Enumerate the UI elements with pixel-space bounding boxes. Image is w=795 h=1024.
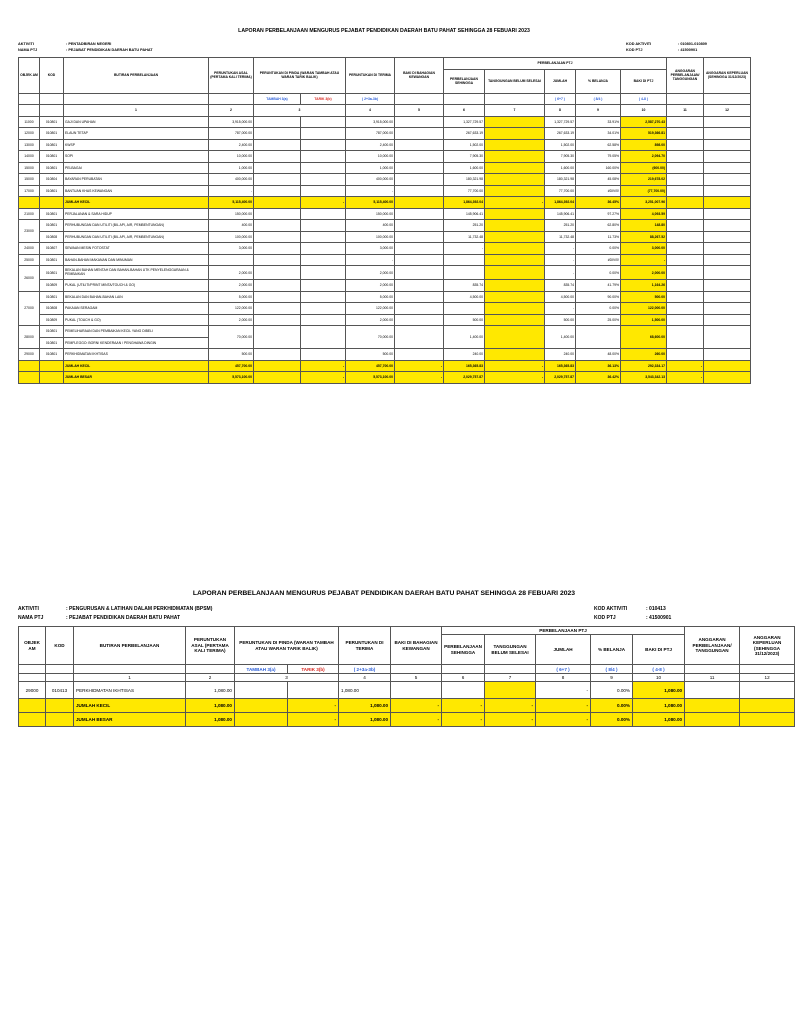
formula-terima: ( 2+3a-3b) (346, 93, 395, 105)
column-number-row: 1 2 3 4 5 6 7 8 9 10 11 12 (19, 674, 795, 682)
aktiviti-value: : PENGURUSAN & LATIHAN DALAM PERKHIDMATAN (BPSM) (66, 606, 213, 612)
table-row: 28000 010801 PEMELIHARAAN DAN PEMBAIKAN KECIL YANG DIBELI 70,000.00 70,000.00 1,400.00 1,400.00 68,600.00 (19, 326, 751, 338)
header-kod: KOD (46, 627, 74, 665)
table-row: 15000 010801 PELBAGAI 1,000.00 1,000.00 1,600.00 1,600.00 160.00% (600.00) (19, 162, 751, 174)
formula-jumlah: ( 6+7 ) (536, 665, 591, 674)
aktiviti-value: : PENTADBIRAN NEGERI (66, 42, 112, 46)
table-row: 23000 010801 PERHUBUNGAN DAN UTILITI (BIL API, AIR, PEMBENTUNGAN) 400.00 400.00 251.20 251.20 62.80% 148.80 (19, 220, 751, 232)
header-anggaran-kep: ANGGARAN KEPERLUAN (SEHINGGA 31/12/2023) (704, 58, 751, 94)
subtotal-row: JUMLAH KECIL 457,700.00 - 457,700.00 - 165,365.83 - 165,365.83 36.13% 292,334.17 - (19, 360, 751, 372)
table-row: 010808 PERHUBUNGAN DAN UTILITI (BIL API, AIR, PEMBENTUNGAN) 100,000.00 100,000.00 11,732.48 11,732.48 11.73% 88,267.52 (19, 231, 751, 243)
header-tarik: TARIK 3(b) (288, 665, 339, 674)
subtotal-row: JUMLAH KECIL 5,115,400.00 - 5,115,400.00 1,864,392.04 - 1,864,392.04 36.45% 3,251,007.96 (19, 197, 751, 209)
table-row: 010808 PAKAIAN SERAGAM 122,000.00 122,000.00 - 0.00% 122,000.00 (19, 303, 751, 315)
subtotal-row: JUMLAH KECIL 1,080.00 - 1,080.00 - - - - 0.00% 1,080.00 (19, 699, 795, 713)
ptj-label: NAMA PTJ (18, 615, 44, 621)
table-row: 010809 PUKAL (TOUCH & GO) 2,000.00 2,000.00 500.00 500.00 25.00% 1,500.00 (19, 314, 751, 326)
table-row: 29000 010801 PERKHIDMATAN IKHTISAS 500.00 500.00 240.00 240.00 48.00% 260.00 (19, 349, 751, 361)
header-diterima: PERUNTUKAN DI TERIMA (346, 58, 395, 94)
report-activity-010413 (18, 590, 782, 727)
table-row: 15000 010804 BAYARAN PERUBATAN 400,000.00 400,000.00 180,321.98 180,321.98 45.08% 219,678.02 (19, 174, 751, 186)
header-anggaran-perb: ANGGARAN PERBELANJAAN/ TANGGUNGAN (667, 58, 704, 94)
table-row: 24000 010807 SEWAAN MESIN FOTOSTAT 3,000.00 3,000.00 - - 0.00% 3,000.00 (19, 243, 751, 255)
header-tanggungan: TANGGUNGAN BELUM SELESAI (485, 635, 536, 665)
header-jumlah: JUMLAH (545, 69, 576, 93)
header-pinda: PERUNTUKAN DI PINDA (WARAN TAMBAH ATAU WARAN TARIK BALIK) (254, 58, 346, 94)
kod-ptj-value: : 41500901 (646, 615, 672, 621)
report-title: LAPORAN PERBELANJAAN MENGURUS PEJABAT PENDIDIKAN DAERAH BATU PAHAT SEHINGGA 28 FEBUARI 2023 (238, 28, 530, 34)
kod-ptj-label: KOD PTJ (594, 615, 616, 621)
kod-aktiviti-value: : 010801-010809 (678, 42, 707, 46)
header-pct: % BELANJA (576, 69, 621, 93)
header-anggaran-kep: ANGGARAN KEPERLUAN (SEHINGGA 31/12/2023) (740, 627, 795, 665)
header-kod: KOD (40, 58, 64, 94)
header-tambah: TAMBAH 3(a) (235, 665, 288, 674)
table-row: 27000 010801 BEKALAN DAN BAHAN-BAHAN LAIN 5,000.00 5,000.00 4,500.00 4,500.00 90.00% 500.00 (19, 291, 751, 303)
kod-ptj-label: KOD PTJ (626, 48, 643, 52)
grand-total-row: JUMLAH BESAR 1,080.00 - 1,080.00 - - - - 0.00% 1,080.00 (19, 713, 795, 727)
formula-terima: ( 2+3a-3b) (339, 665, 391, 674)
table-row: 11000 010801 GAJI DAN UPAHAN 3,915,000.00 3,915,000.00 1,327,729.57 1,327,729.57 33.91% 2,587,270.43 (19, 116, 751, 128)
kod-aktiviti-label: KOD AKTIVITI (594, 606, 628, 612)
ptj-value: : PEJABAT PENDIDIKAN DAERAH BATU PAHAT (66, 48, 153, 52)
header-objek: OBJEK AM (19, 627, 46, 665)
report-title: LAPORAN PERBELANJAAN MENGURUS PEJABAT PENDIDIKAN DAERAH BATU PAHAT SEHINGGA 28 FEBUARI 2023 (192, 590, 576, 597)
table-row: 12000 010801 ELAUN TETAP 787,000.00 787,000.00 267,633.19 267,633.19 34.01% 519,366.81 (19, 128, 751, 140)
formula-pct: ( 8/4 ) (591, 665, 633, 674)
header-baki-bahagian: BAKI DI BAHAGIAN KEWANGAN (391, 627, 442, 665)
aktiviti-label: AKTIVITI (18, 606, 39, 612)
report-meta (18, 38, 750, 57)
table-row: 25000 010801 BAHAN-BAHAN MAKANAN DAN MINUMAN - - #DIV/0! - (19, 254, 751, 266)
header-pct: % BELANJA (591, 635, 633, 665)
table-row: 17000 010801 BANTUAN KHAS KEWANGAN - - 77,700.00 77,700.00 #DIV/0! (77,700.00) (19, 185, 751, 197)
report-activity-010801 (18, 28, 750, 384)
header-ptj-group: PERBELANJAAN PTJ (442, 627, 685, 635)
formula-baki: ( 4-8 ) (633, 665, 685, 674)
header-butiran: BUTIRAN PERBELANJAAN (64, 58, 209, 94)
formula-jumlah: ( 6+7 ) (545, 93, 576, 105)
table-row: 21000 010801 PERJALANAN & SARA HIDUP 150,000.00 150,000.00 145,906.41 145,906.41 97.27% 4,093.59 (19, 208, 751, 220)
header-tambah: TAMBAH 3(a) (254, 93, 301, 105)
header-baki-ptj: BAKI DI PTJ (633, 635, 685, 665)
header-tarik: TARIK 3(b) (301, 93, 346, 105)
header-baki-ptj: BAKI DI PTJ (621, 69, 667, 93)
header-pinda: PERUNTUKAN DI PINDA (WARAN TAMBAH ATAU WARAN TARIK BALIK) (235, 627, 339, 665)
ptj-value: : PEJABAT PENDIDIKAN DAERAH BATU PAHAT (66, 615, 181, 621)
kod-ptj-value: : 41500901 (678, 48, 698, 52)
column-number-row: 1 2 3 4 5 6 7 8 9 10 11 12 (19, 105, 751, 117)
table-row: 26000 010801 BEKALAN BAHAN MENTAH DAN BAHAN-BAHAN UTK PENYELENGGARAAN & PEMBAIKAN 2,000.00 2,000.00 - 0.00% 2,000.00 (19, 266, 751, 280)
header-butiran: BUTIRAN PERBELANJAAN (74, 627, 186, 665)
header-tanggungan: TANGGUNGAN BELUM SELESAI (485, 69, 545, 93)
formula-pct: ( 8/4 ) (576, 93, 621, 105)
aktiviti-label: AKTIVITI (18, 42, 34, 46)
table-row: 010801 PEMFLEGGO: BORN/ KENDERAAN / PENGHAWA DINGIN (19, 337, 751, 349)
expenditure-table (18, 626, 795, 727)
kod-aktiviti-label: KOD AKTIVITI (626, 42, 652, 46)
expenditure-table (18, 57, 751, 384)
header-diterima: PERUNTUKAN DI TERIMA (339, 627, 391, 665)
header-asal: PERUNTUKAN ASAL (PERTAMA KALI TERIMA) (209, 58, 254, 94)
header-jumlah: JUMLAH (536, 635, 591, 665)
ptj-label: NAMA PTJ (18, 48, 38, 52)
kod-aktiviti-value: : 010413 (646, 606, 666, 612)
header-sehingga: PERBELANJAAN SEHINGGA (444, 69, 485, 93)
header-anggaran-perb: ANGGARAN PERBELANJAAN/ TANGGUNGAN (685, 627, 740, 665)
table-row: 29000 010413 PERKHIDMATAN IKHTISAS 1,080.00 1,080.00 - 0.00% 1,080.00 (19, 682, 795, 699)
header-ptj-group: PERBELANJAAN PTJ (444, 58, 667, 70)
report-meta (18, 602, 750, 626)
header-asal: PERUNTUKAN ASAL (PERTAMA KALI TERIMA) (186, 627, 235, 665)
grand-total-row: JUMLAH BESAR 5,573,100.00 - 5,573,100.00 - 2,029,757.87 - 2,029,757.87 36.42% 3,543,342.13 - (19, 372, 751, 384)
table-row: 010809 PUKAL (UTILITI/PRINT MINTA/TOUCH & GO) 2,000.00 2,000.00 835.74 835.74 41.79% 1,164.26 (19, 280, 751, 292)
header-objek: OBJEK AM (19, 58, 40, 94)
table-row: 14000 010801 SOPI 10,000.00 10,000.00 7,905.30 7,905.30 79.05% 2,094.70 (19, 151, 751, 163)
header-baki-bahagian: BAKI DI BAHAGIAN KEWANGAN (395, 58, 444, 94)
header-sehingga: PERBELANJAAN SEHINGGA (442, 635, 485, 665)
formula-baki: ( 4-8 ) (621, 93, 667, 105)
table-row: 13000 010801 KWSP 2,400.00 2,400.00 1,502.00 1,502.00 62.58% 898.00 (19, 139, 751, 151)
